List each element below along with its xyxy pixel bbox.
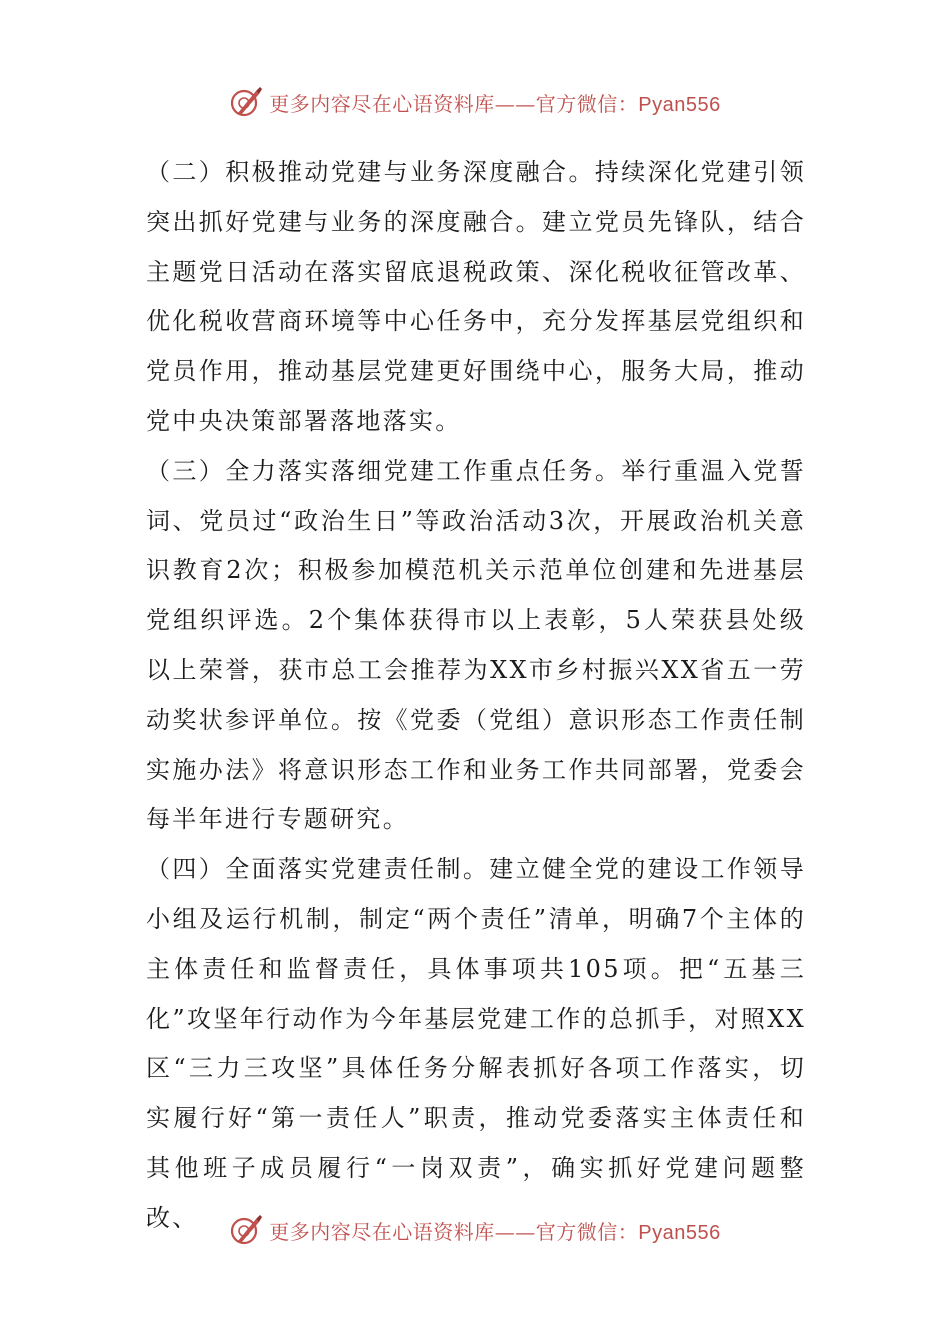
paragraph-3: （三）全力落实落细党建工作重点任务。举行重温入党誓词、党员过“政治生日”等政治活动3次，开展政治机关意识教育2次；积极参加模范机关示范单位创建和先进基层党组织评选。2个集体获得市以上表彰，5人荣获县处级以上荣誉，获市总工会推荐为XX市乡村振兴XX省五一劳动奖状参评单位。按《党委（党组）意识形态工作责任制实施办法》将意识形态工作和业务工作共同部署，党委会每半年进行专题研究。 (146, 456, 806, 834)
pen-logo-icon (229, 85, 263, 119)
document-body (146, 148, 806, 1244)
watermark-text: 更多内容尽在心语资料库——官方微信：Pyan556 (269, 1219, 721, 1244)
watermark-text: 更多内容尽在心语资料库——官方微信：Pyan556 (269, 91, 721, 116)
paragraph-4: （四）全面落实党建责任制。建立健全党的建设工作领导小组及运行机制，制定“两个责任”清单，明确7个主体的主体责任和监督责任，具体事项共105项。把“五基三化”攻坚年行动作为今年基层党建工作的总抓手，对照XX区“三力三攻坚”具体任务分解表抓好各项工作落实，切实履行好“第一责任人”职责，推动党委落实主体责任和其他班子成员履行“一岗双责”，确实抓好党建问题整改、 (146, 855, 806, 1232)
pen-logo-icon (229, 1213, 263, 1247)
watermark-banner-bottom (0, 1210, 950, 1250)
paragraph-2: （二）积极推动党建与业务深度融合。持续深化党建引领突出抓好党建与业务的深度融合。建立党员先锋队，结合主题党日活动在落实留底退税政策、深化税收征管改革、优化税收营商环境等中心任务中，充分发挥基层党组织和党员作用，推动基层党建更好围绕中心，服务大局，推动党中央决策部署落地落实。 (146, 158, 806, 435)
watermark-banner-top (0, 82, 950, 122)
